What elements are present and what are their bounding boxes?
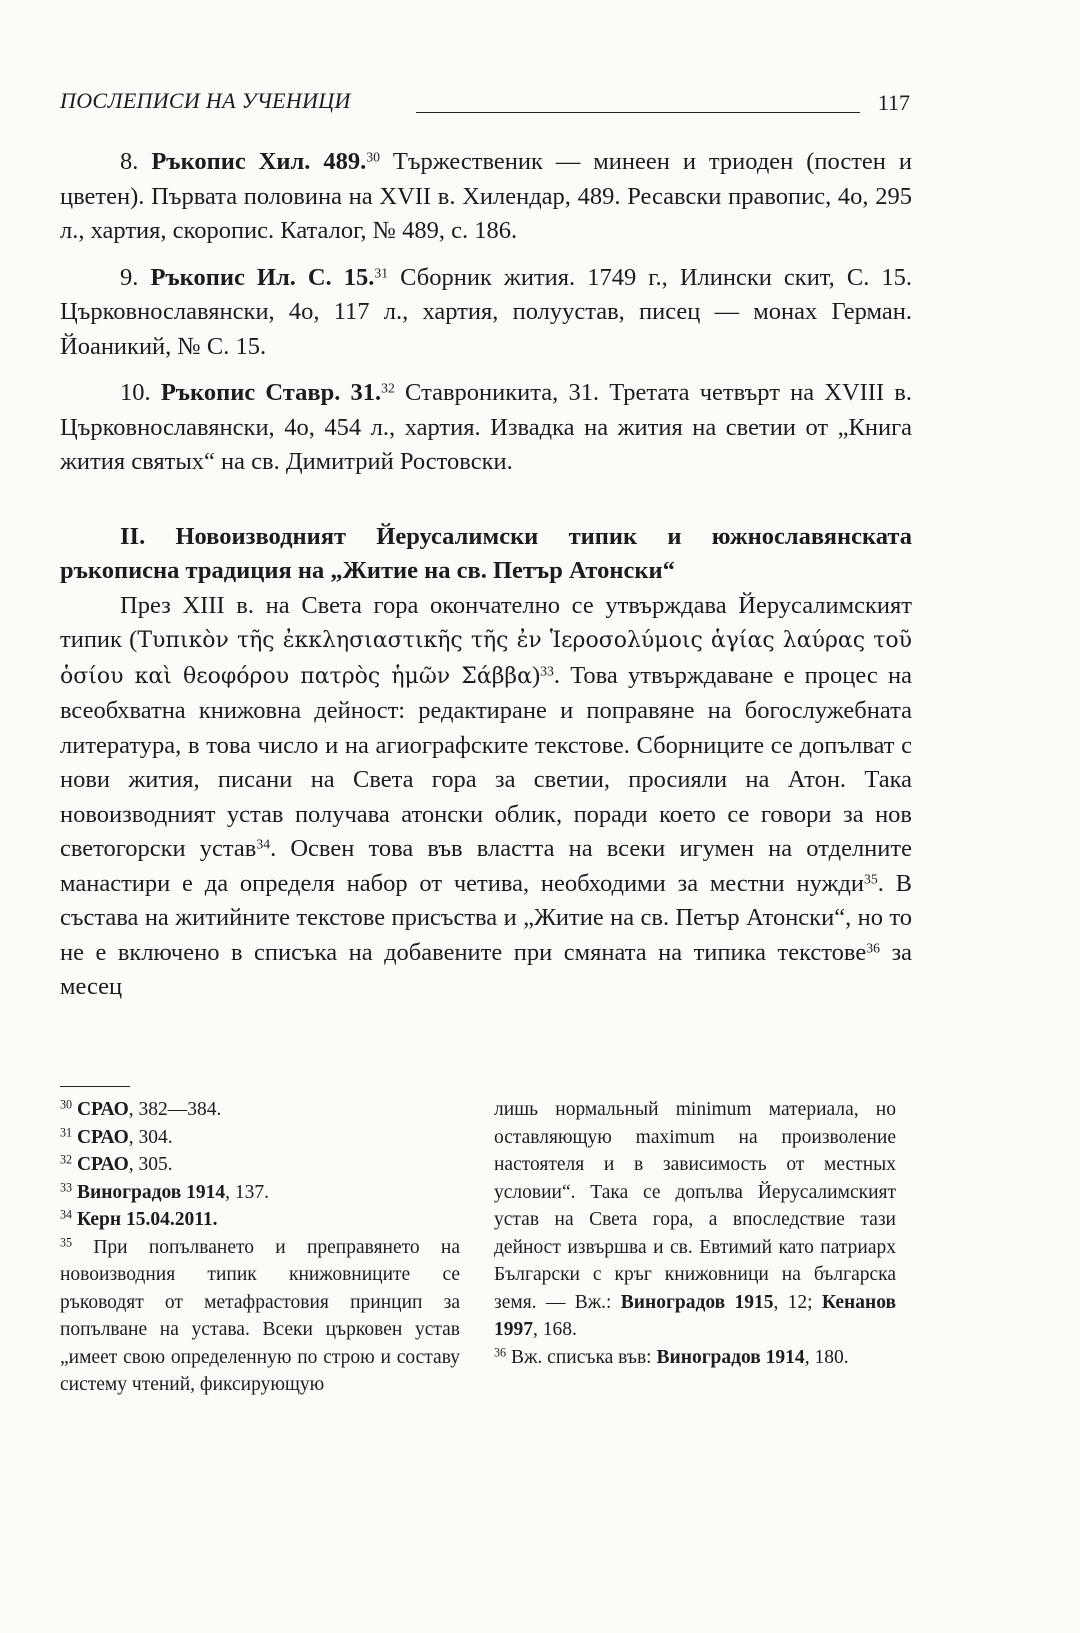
footnote-33 (60, 1179, 460, 1207)
section-heading: II. Новоизводният Йерусалимски типик и южнославянската ръкописна традиция на „Житие на св. Петър Атонски“ (60, 522, 912, 584)
running-head (60, 88, 910, 122)
footnote-text: , 382—384. (128, 1099, 222, 1120)
footnote-ref: 32 (381, 380, 395, 396)
footnote-ref: 31 (374, 264, 389, 280)
footnote-36 (494, 1344, 896, 1372)
footnote-number: 32 (60, 1152, 73, 1167)
footnote-number: 33 (60, 1179, 73, 1194)
footnote-number: 35 (60, 1234, 73, 1249)
footnote-number: 30 (60, 1097, 73, 1112)
footnote-text: . (212, 1209, 218, 1230)
entry-text: Ставроникита, 31. Третата четвърт на XVIII в. Църковнославянски, 4о, 454 л., хартия. Извадка на жития на светии от „Книга жития святых“ на св. Димитрий Ростовски. (60, 379, 912, 475)
footnote-35-continued (494, 1096, 896, 1344)
footnote-text: Вж. списъка във: (506, 1346, 657, 1368)
citation: Виноградов 1914 (656, 1346, 805, 1368)
footnote-ref: 36 (866, 939, 880, 955)
page-number: 117 (877, 90, 910, 115)
entry-label: Ръкопис Ил. С. 15. (150, 263, 375, 291)
citation: Керн 15.04.2011 (76, 1209, 213, 1230)
footnote-32 (60, 1151, 460, 1179)
citation: СРАО (76, 1154, 129, 1175)
running-head-rule (416, 112, 860, 113)
entry-text: Тържественик — минеен и триоден (постен и цветен). Първата половина на XVII в. Хилендар, 489. Ресавски правопис, 4о, 295 л., хартия, скоропис. Каталог, № 489, с. 186. (60, 148, 912, 244)
manuscript-entry-8 (60, 145, 912, 249)
entry-number: 10. (120, 379, 151, 406)
footnote-text: , 304. (128, 1126, 173, 1148)
citation: Виноградов 1915 (620, 1291, 774, 1313)
footnote-text: , 180. (804, 1346, 849, 1368)
footnote-text: , 12; (773, 1291, 822, 1313)
footnote-ref: 35 (864, 870, 878, 886)
paragraph-text: за месец (60, 938, 912, 1000)
footnote-number: 34 (60, 1207, 73, 1222)
manuscript-entry-9 (60, 261, 912, 365)
citation: Виноградов 1914 (76, 1181, 226, 1203)
entry-label: Ръкопис Хил. 489. (151, 148, 367, 175)
entry-label: Ръкопис Ставр. 31. (160, 379, 382, 406)
footnote-31 (60, 1124, 460, 1152)
running-head-title: ПОСЛЕПИСИ НА УЧЕНИЦИ (60, 88, 351, 113)
paragraph-text: . Това утвърждаване е процес на всеобхватна книжовна дейност: редактиране и поправяне на богослужебната литература, в това число и на агиографските текстове. Сборниците се допълват с нови жития, писани на Света гора за светии, просияли на Атон. Така новоизводният устав получава атонски облик, поради което се говори за нов светогорски устав (60, 661, 912, 862)
citation: Кенанов 1997 (494, 1291, 896, 1340)
citation: СРАО (76, 1099, 129, 1120)
footnote-ref: 33 (540, 662, 554, 678)
footnotes-left-column (60, 1096, 460, 1399)
manuscript-entry-10 (60, 376, 912, 480)
footnote-text: , 137. (225, 1181, 270, 1203)
footnote-ref: 34 (256, 836, 271, 852)
footnote-text: лишь нормальный minimum материала, но оставляющую maximum на произволение настоятеля и в зависимость от местных условии“. Така се допълва Йерусалимският устав на Света гора, а впоследствие тази дейност извършва и св. Евтимий като патриарх Български с кръг книжовници на българска земя. — Вж.: (494, 1099, 896, 1313)
footnote-text: , 305. (128, 1154, 173, 1175)
footnote-number: 36 (494, 1344, 507, 1359)
footnote-ref: 30 (366, 149, 380, 165)
entry-number: 9. (120, 263, 139, 291)
paragraph-text: . Освен това във властта на всеки игумен на отделните манастири е да определя набор от четива, необходими за местни нужди (60, 835, 912, 897)
citation: СРАО (76, 1126, 129, 1148)
footnote-text: При попълването и преправянето на новоизводния типик книжовниците се ръководят от метафрастовия принцип за попълване на устава. Всеки църковен устав „имеет свою определенную по строю и составу систему чтений, фиксирующую (60, 1236, 460, 1395)
footnote-number: 31 (60, 1124, 73, 1139)
footnotes-right-column (494, 1096, 896, 1371)
main-text (60, 145, 912, 1005)
paragraph-text: ) (532, 661, 541, 689)
paragraph-text: . В състава на житийните текстове присъства и „Житие на св. Петър Атонски“, но то не е включено в списъка на добавените при смяната на типика текстове (60, 869, 913, 966)
entry-text: Сборник жития. 1749 г., Илински скит, С. 15. Църковнославянски, 4о, 117 л., хартия, полуустав, писец — монах Герман. Йоаникий, № С. 15. (60, 263, 912, 360)
footnote-30 (60, 1096, 460, 1124)
footnote-34 (60, 1206, 460, 1234)
footnote-text: , 168. (533, 1319, 577, 1340)
entry-number: 8. (120, 148, 139, 175)
paragraph-text: През XIII в. на Света гора окончателно се утвърждава Йерусалимският типик ( (60, 591, 912, 653)
footnote-rule (60, 1086, 130, 1087)
footnote-35 (60, 1234, 460, 1399)
greek-quotation: Τυπικὸν τῆς ἐκκλησιαστικῆς τῆς ἐν Ἱεροσολύμοις ἁγίας λαύρας τοῦ ὁσίου καὶ θεοφόρου πατρὸς ἡμῶν Σάββα (60, 628, 912, 689)
section-paragraph (60, 589, 912, 1005)
